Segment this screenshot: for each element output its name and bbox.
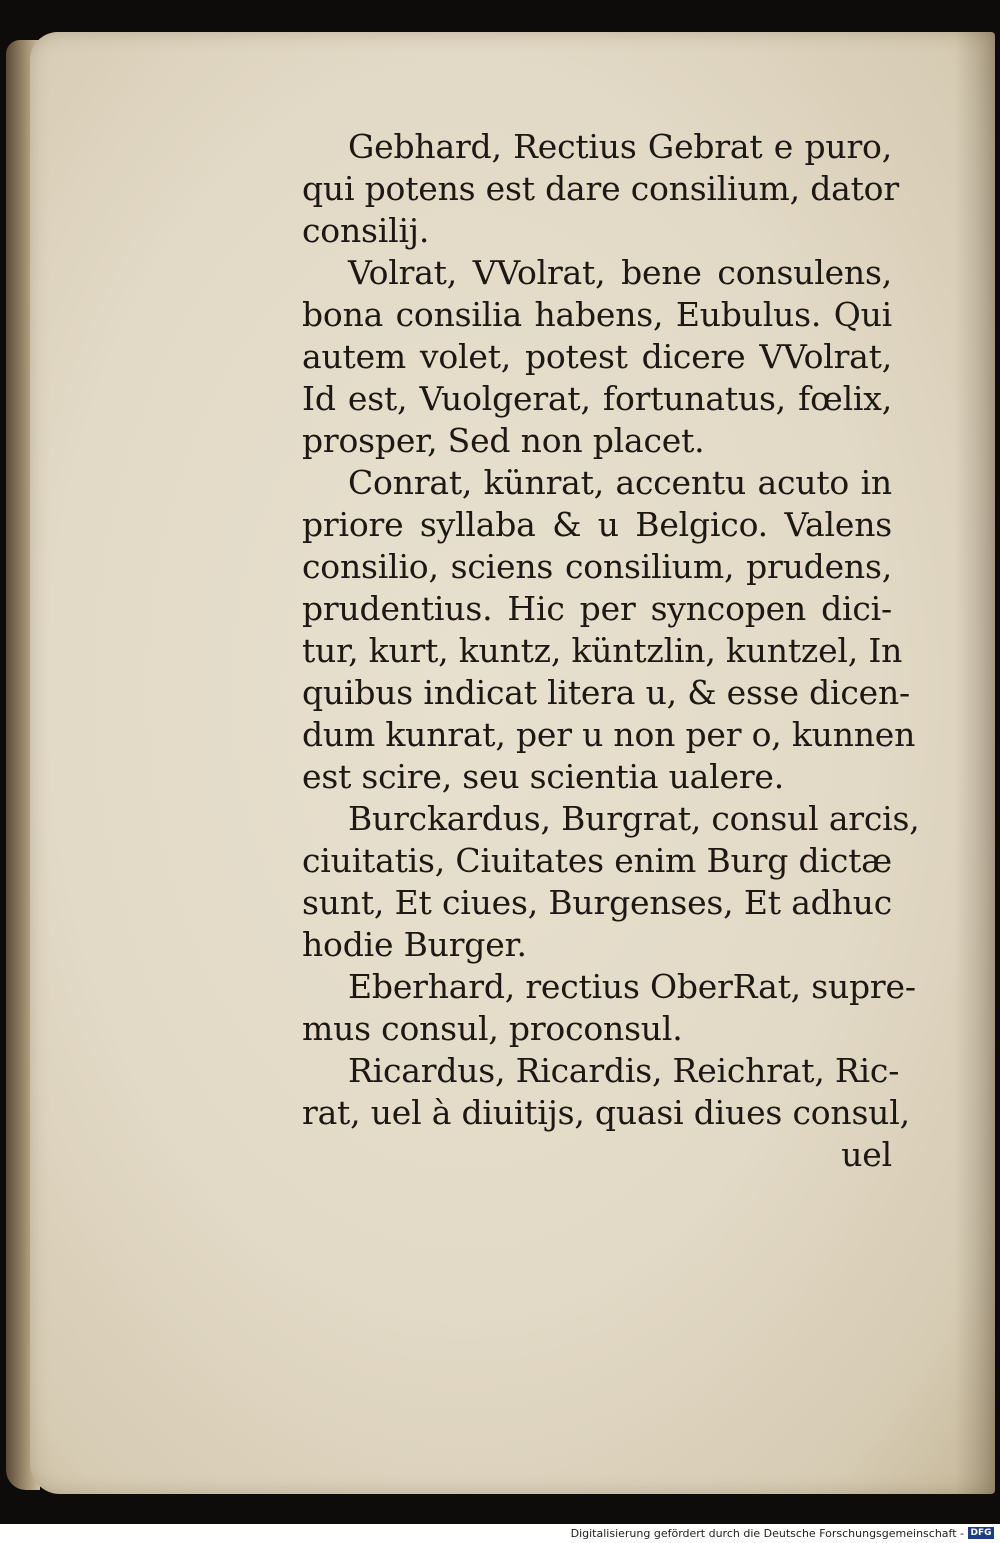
text-line: est scire, seu scientia ualere. [302, 757, 785, 796]
text-line: Eberhard, rectius OberRat, supre- [348, 967, 916, 1006]
text-line: Gebhard, Rectius Gebrat e puro, [348, 127, 892, 166]
text-line: Burckardus, Burgrat, consul arcis, [348, 799, 920, 838]
dfg-logo: DFG [968, 1527, 994, 1539]
text-line: rat, uel à diuitijs, quasi diues consul, [302, 1093, 910, 1132]
catchword: uel [841, 1135, 892, 1174]
text-line: Id est, Vuolgerat, fortunatus, fœlix, [302, 379, 892, 418]
footer-bar [0, 1524, 1000, 1543]
text-line: autem volet, potest dicere VVolrat, [302, 337, 892, 376]
text-line: prosper, Sed non placet. [302, 421, 705, 460]
text-line: dum kunrat, per u non per o, kunnen [302, 715, 916, 754]
gutter-shadow [955, 32, 995, 1494]
text-line: Ricardus, Ricardis, Reichrat, Ric- [348, 1051, 900, 1090]
text-line: qui potens est dare consilium, dator [302, 169, 899, 208]
text-line: consilij. [302, 211, 430, 250]
text-line: sunt, Et ciues, Burgenses, Et adhuc [302, 883, 892, 922]
text-line: consilio, sciens consilium, prudens, [302, 547, 892, 586]
text-line: quibus indicat litera u, & esse dicen- [302, 673, 910, 712]
text-line: mus consul, proconsul. [302, 1009, 683, 1048]
page-text-block [302, 126, 920, 1176]
text-line: tur, kurt, kuntz, küntzlin, kuntzel, In [302, 631, 903, 670]
text-line: ciuitatis, Ciuitates enim Burg dictæ [302, 841, 892, 880]
text-line: prudentius. Hic per syncopen dici- [302, 589, 892, 628]
text-line: Volrat, VVolrat, bene consulens, [348, 253, 892, 292]
text-line: Conrat, künrat, accentu acuto in [348, 463, 892, 502]
text-line: bona consilia habens, Eubulus. Qui [302, 295, 892, 334]
text-line: priore syllaba & u Belgico. Valens [302, 505, 892, 544]
footer-credit: Digitalisierung gefördert durch die Deutsche Forschungsgemeinschaft - [570, 1527, 964, 1540]
text-line: hodie Burger. [302, 925, 527, 964]
